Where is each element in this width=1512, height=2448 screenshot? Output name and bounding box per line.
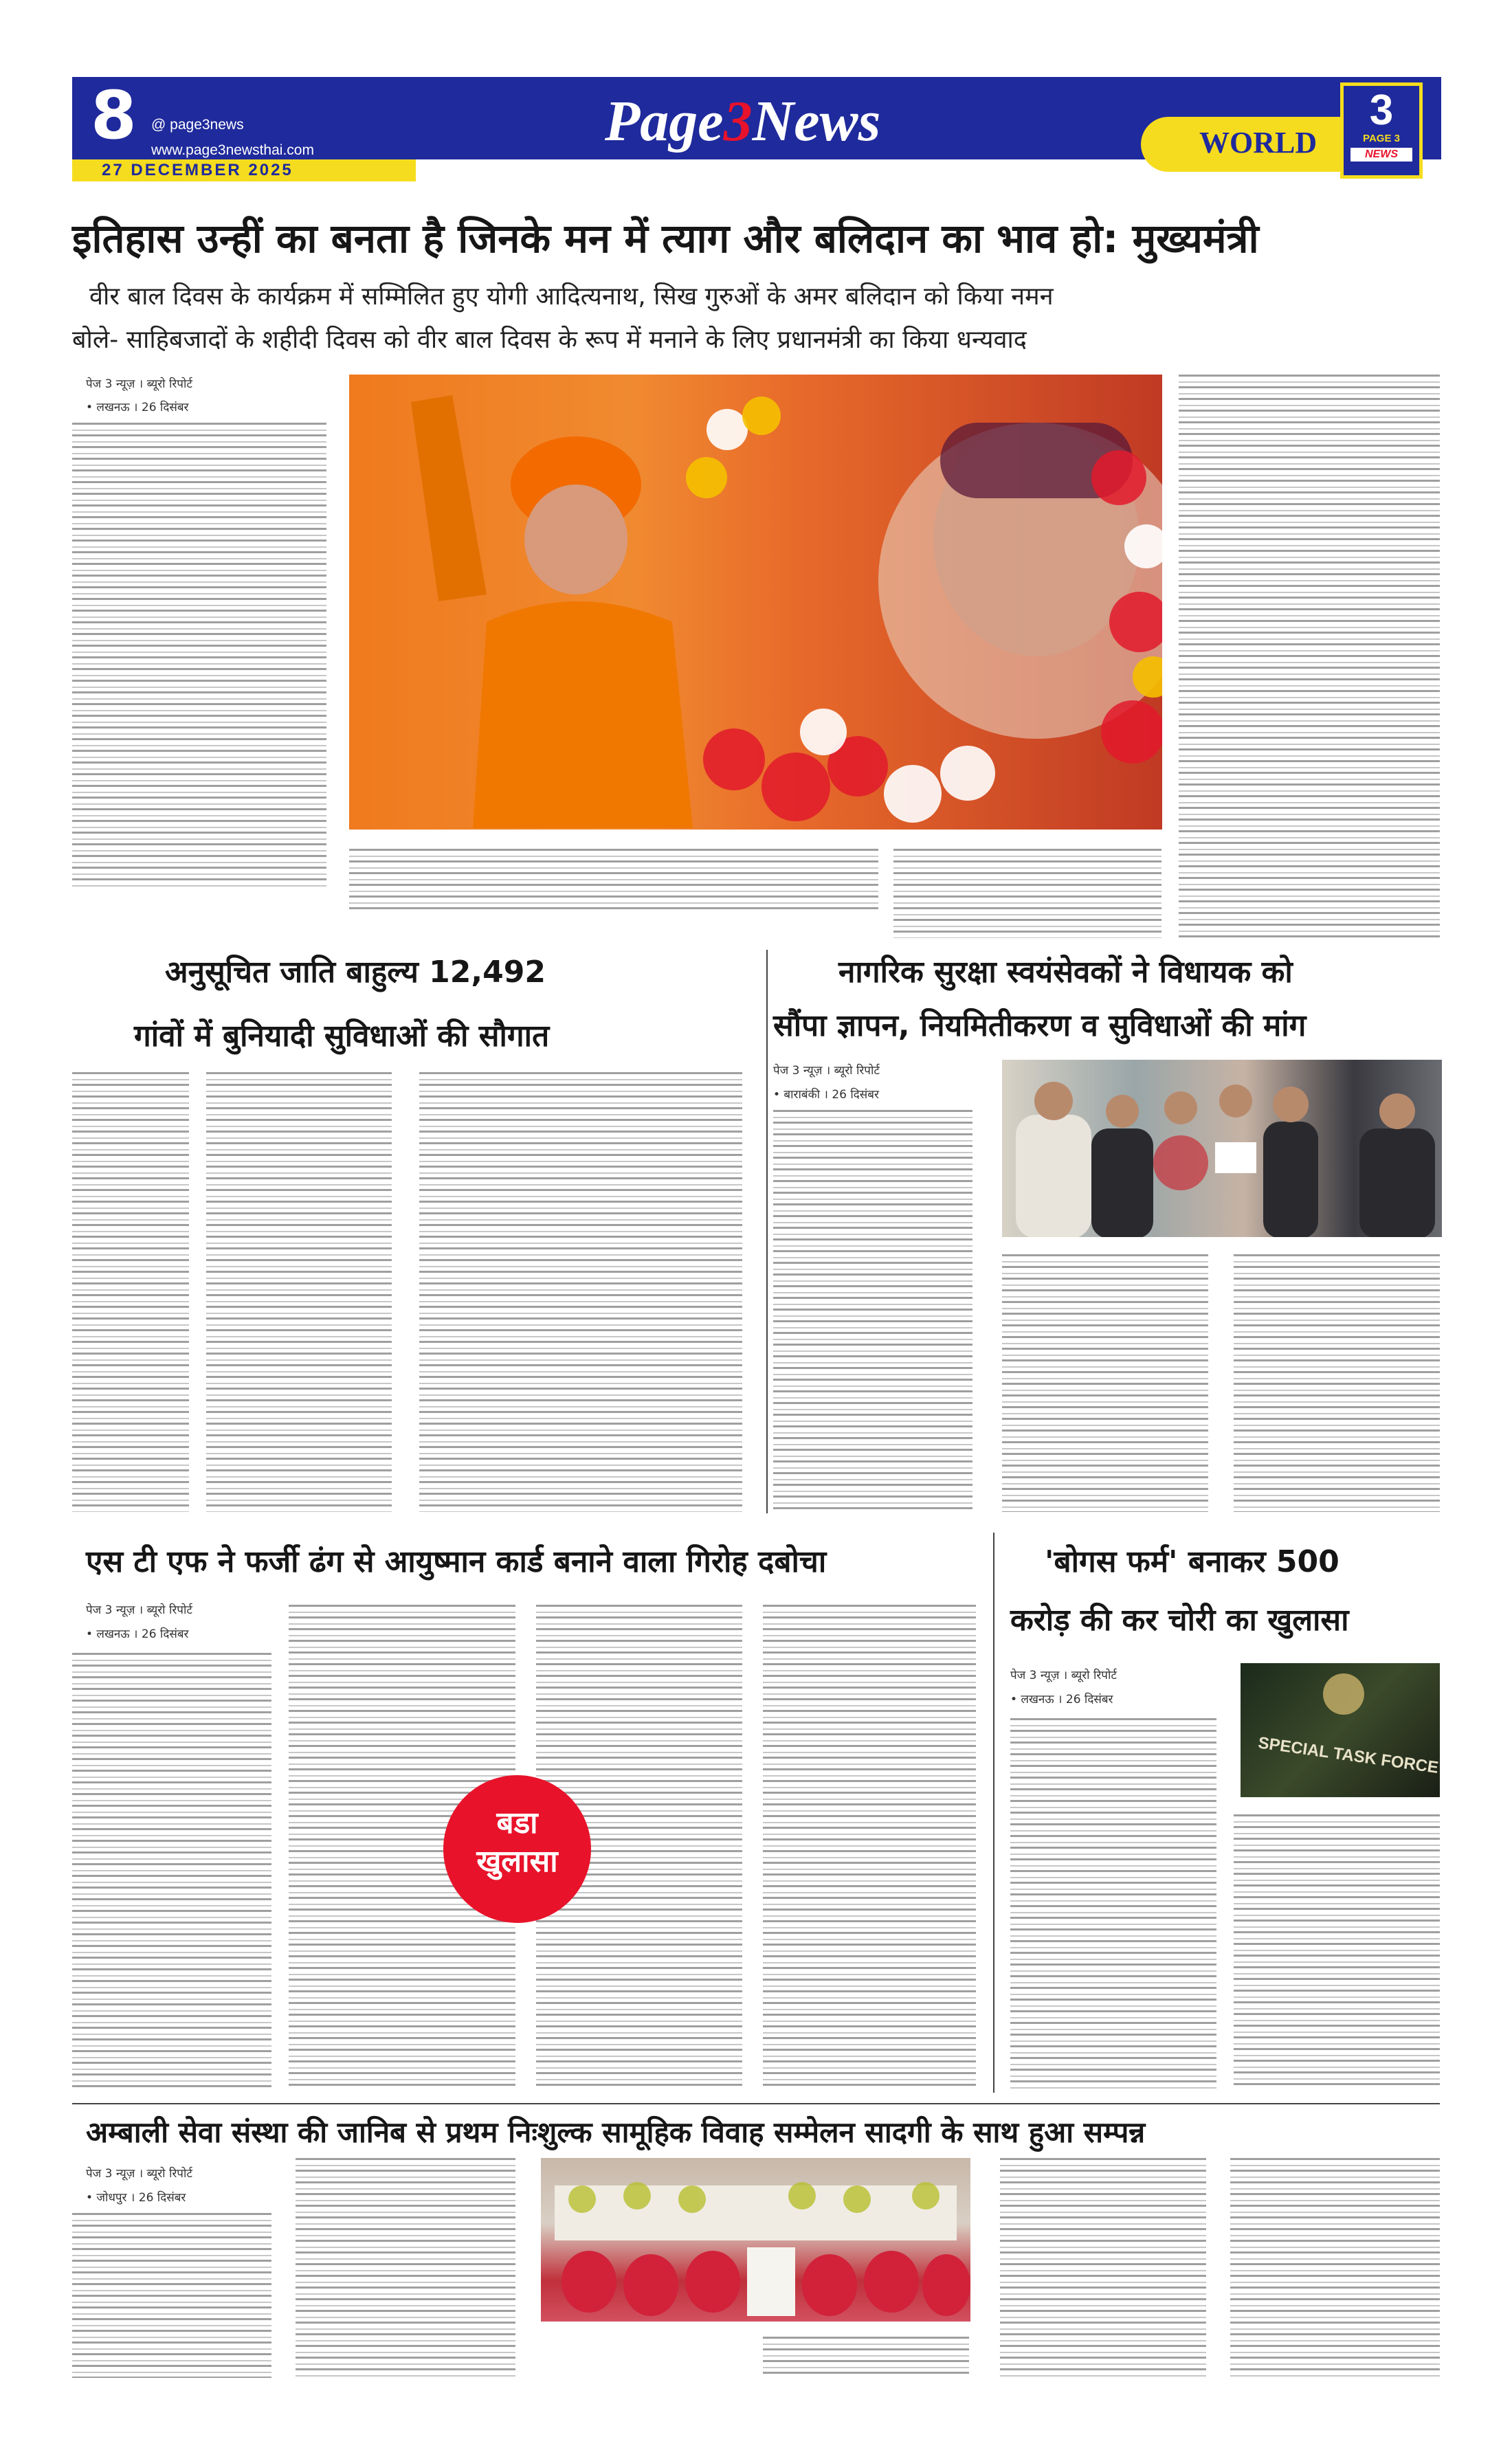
logo-number: 3: [1369, 87, 1394, 134]
story4-headline: एस टी एफ ने फर्जी ढंग से आयुष्मान कार्ड बनाने वाला गिरोह दबोचा: [86, 1544, 827, 1579]
lead-text-column-2: [1179, 375, 1440, 938]
story3-photo-illustration: [1002, 1060, 1442, 1237]
lead-subheadline-1: वीर बाल दिवस के कार्यक्रम में सम्मिलित हुए योगी आदित्यनाथ, सिख गुरुओं के अमर बलिदान को किया नमन: [89, 282, 1054, 311]
story6-photo-illustration: [541, 2158, 970, 2322]
brand-post: News: [752, 89, 881, 153]
badge-line-2: खुलासा: [476, 1844, 558, 1879]
story5-text-column-2: [1234, 1814, 1440, 2089]
lead-photo-illustration: [349, 375, 1162, 830]
stf-label: SPECIAL TASK FORCE: [1256, 1733, 1440, 1777]
lead-byline-1: पेज 3 न्यूज़ । ब्यूरो रिपोर्ट: [86, 377, 192, 391]
lead-photo-cm-speech: [349, 375, 1162, 830]
story5-photo-stf: [1241, 1663, 1440, 1797]
story3-headline-1: नागरिक सुरक्षा स्वयंसेवकों ने विधायक को: [838, 955, 1293, 990]
story5-text-column-1: [1010, 1718, 1216, 2089]
lead-text-column-3: [349, 849, 878, 914]
story4-text-column-1: [72, 1653, 271, 2089]
story2-text-column-2: [206, 1072, 392, 1512]
issue-date: 27 DECEMBER 2025: [102, 161, 293, 179]
social-handle: @ page3news: [151, 117, 244, 133]
brand-three: 3: [723, 89, 753, 153]
story5-byline-1: पेज 3 न्यूज़ । ब्यूरो रिपोर्ट: [1010, 1669, 1117, 1682]
section-rule: [72, 2103, 1440, 2104]
story6-text-column-3: [763, 2337, 969, 2378]
story3-text-column-1: [773, 1110, 972, 1512]
story6-text-column-1: [72, 2213, 271, 2378]
lead-subheadline-2: बोले- साहिबजादों के शहीदी दिवस को वीर बाल दिवस के रूप में मनाने के लिए प्रधानमंत्री का किया धन्यवाद: [72, 326, 1027, 354]
story3-byline-2: • बाराबंकी । 26 दिसंबर: [773, 1088, 879, 1102]
story6-byline-2: • जोधपुर । 26 दिसंबर: [86, 2191, 186, 2205]
logo-page: PAGE 3: [1363, 133, 1400, 144]
lead-byline-2: • लखनऊ । 26 दिसंबर: [86, 401, 189, 414]
lead-text-column-4: [893, 849, 1161, 938]
website-link[interactable]: www.page3newsthai.com: [151, 142, 314, 158]
lead-headline: इतिहास उन्हीं का बनता है जिनके मन में त्याग और बलिदान का भाव हो: मुख्यमंत्री: [72, 215, 1259, 262]
page-number: 8: [91, 77, 137, 154]
story2-text-column-3: [419, 1072, 742, 1512]
column-rule: [766, 950, 768, 1513]
story6-byline-1: पेज 3 न्यूज़ । ब्यूरो रिपोर्ट: [86, 2167, 192, 2181]
story3-text-column-2: [1002, 1254, 1208, 1512]
story6-text-column-2: [296, 2158, 515, 2378]
story4-byline-1: पेज 3 न्यूज़ । ब्यूरो रिपोर्ट: [86, 1603, 192, 1617]
story3-text-column-3: [1234, 1254, 1440, 1512]
lead-text-column-1: [72, 423, 326, 890]
story3-byline-1: पेज 3 न्यूज़ । ब्यूरो रिपोर्ट: [773, 1064, 880, 1078]
story2-headline-2: गांवों में बुनियादी सुविधाओं की सौगात: [134, 1019, 550, 1054]
story5-byline-2: • लखनऊ । 26 दिसंबर: [1010, 1693, 1113, 1706]
story6-text-column-5: [1230, 2158, 1440, 2378]
badge-line-1: बडा: [496, 1805, 538, 1840]
story5-headline-2: करोड़ की कर चोरी का खुलासा: [1010, 1603, 1349, 1638]
story6-photo-wedding: [541, 2158, 970, 2322]
story5-photo-illustration: [1241, 1663, 1440, 1797]
section-label: WORLD: [1199, 126, 1318, 159]
brand-pre: Page: [605, 89, 724, 153]
story5-headline-1: 'बोगस फर्म' बनाकर 500: [1045, 1544, 1339, 1579]
story6-text-column-4: [1000, 2158, 1206, 2378]
story4-byline-2: • लखनऊ । 26 दिसंबर: [86, 1627, 189, 1641]
story4-text-column-4: [763, 1605, 976, 2089]
story6-headline: अम्बाली सेवा संस्था की जानिब से प्रथम निःशुल्क सामूहिक विवाह सम्मेलन सादगी के साथ हुआ सम्पन्न: [86, 2115, 1146, 2149]
logo-news: NEWS: [1350, 148, 1412, 162]
column-rule: [993, 1533, 994, 2093]
page3-logo-badge: [1340, 82, 1423, 179]
big-reveal-badge: [443, 1775, 591, 1923]
story3-photo-memorandum: [1002, 1060, 1442, 1237]
story3-headline-2: सौंपा ज्ञापन, नियमितीकरण व सुविधाओं की मांग: [773, 1008, 1307, 1043]
story2-text-column-1: [72, 1072, 189, 1512]
brand-logo: [605, 88, 880, 155]
story2-headline-1: अनुसूचित जाति बाहुल्य 12,492: [165, 955, 546, 990]
